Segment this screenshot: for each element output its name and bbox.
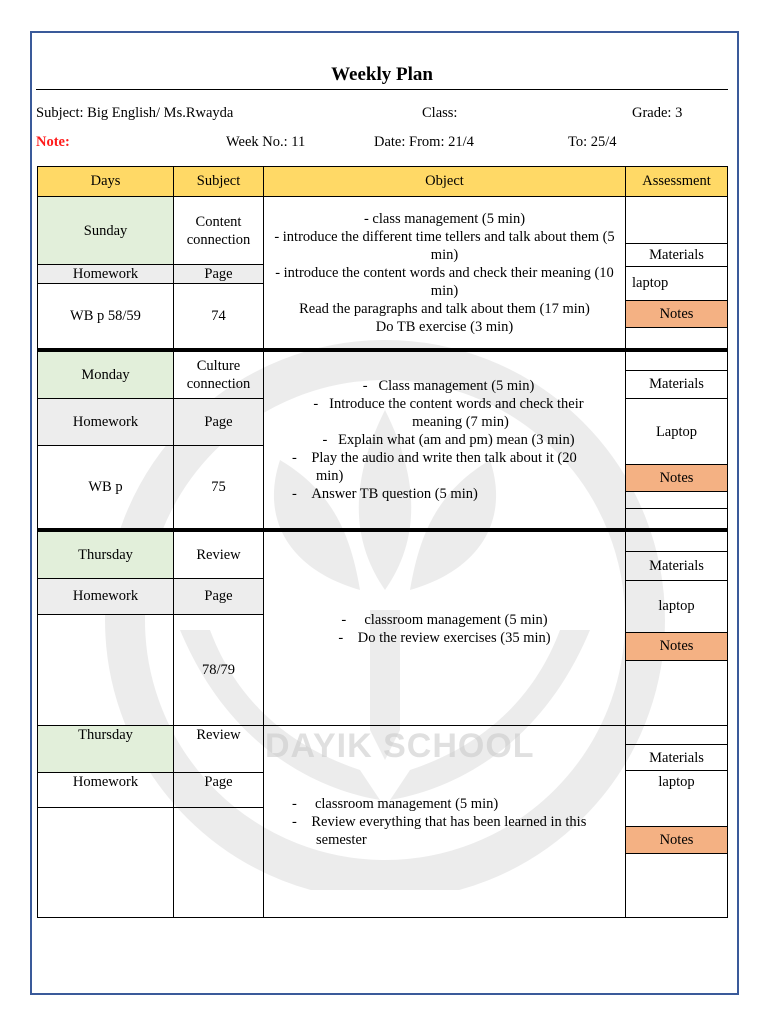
homework-label: Homework bbox=[38, 399, 174, 446]
objectives-cell bbox=[264, 530, 626, 726]
notes-blank bbox=[626, 661, 727, 725]
objective-item: - Class management (5 min) bbox=[362, 378, 535, 394]
weekly-plan-table bbox=[37, 166, 728, 918]
assessment-blank bbox=[626, 197, 727, 244]
materials-value: laptop bbox=[626, 267, 727, 302]
notes-blank bbox=[626, 509, 727, 528]
homework-value bbox=[38, 614, 174, 725]
table-row bbox=[38, 530, 728, 579]
materials-value: Laptop bbox=[626, 399, 727, 465]
table-header-row bbox=[38, 167, 728, 197]
column-header-days: Days bbox=[38, 167, 174, 197]
notes-label: Notes bbox=[626, 633, 727, 661]
objective-item: Do TB exercise (3 min) bbox=[375, 318, 514, 335]
homework-value: WB p 58/59 bbox=[38, 284, 174, 350]
objective-item: - classroom management (5 min) bbox=[341, 611, 548, 628]
objective-item: - Answer TB question (5 min) bbox=[292, 486, 478, 502]
assessment-cell bbox=[626, 726, 728, 918]
subject-cell: Review bbox=[174, 530, 264, 579]
subject-cell: Culture connection bbox=[174, 350, 264, 399]
assessment-blank bbox=[626, 352, 727, 371]
objectives-cell bbox=[264, 197, 626, 351]
objective-item: Read the paragraphs and talk about them (17 min) bbox=[299, 300, 590, 317]
day-cell: Thursday bbox=[38, 726, 174, 773]
page-value: 74 bbox=[174, 284, 264, 350]
column-header-subject: Subject bbox=[174, 167, 264, 197]
homework-label: Homework bbox=[38, 265, 174, 284]
week-number: Week No.: 11 bbox=[226, 134, 306, 150]
day-cell: Sunday bbox=[38, 197, 174, 265]
materials-label: Materials bbox=[626, 552, 727, 581]
subject-cell: Review bbox=[174, 726, 264, 773]
notes-blank bbox=[626, 854, 727, 917]
note-label: Note: bbox=[36, 134, 70, 150]
notes-label: Notes bbox=[626, 301, 727, 328]
objectives-cell bbox=[264, 726, 626, 918]
notes-label: Notes bbox=[626, 465, 727, 492]
table-row bbox=[38, 197, 728, 265]
objective-item: - introduce the content words and check their meaning (10 min) bbox=[275, 264, 614, 299]
watermark-text: DAYIK SCHOOL bbox=[265, 727, 535, 765]
objectives-cell bbox=[264, 350, 626, 530]
class-label: Class: bbox=[422, 105, 458, 121]
materials-value: laptop bbox=[626, 771, 727, 827]
materials-label: Materials bbox=[626, 745, 727, 772]
notes-label: Notes bbox=[626, 827, 727, 854]
assessment-blank bbox=[626, 726, 727, 745]
grade-label: Grade: 3 bbox=[632, 105, 683, 121]
page-label: Page bbox=[174, 773, 264, 808]
date-to: To: 25/4 bbox=[568, 134, 617, 150]
page-value bbox=[174, 808, 264, 918]
homework-label: Homework bbox=[38, 579, 174, 614]
objective-item: - Introduce the content words and check their meaning (7 min) bbox=[313, 396, 584, 430]
assessment-cell bbox=[626, 197, 728, 351]
notes-blank bbox=[626, 328, 727, 348]
materials-label: Materials bbox=[626, 371, 727, 400]
subject-cell: Content connection bbox=[174, 197, 264, 265]
objective-item: - Play the audio and write then talk about it (20 min) bbox=[292, 450, 577, 484]
assessment-cell bbox=[626, 530, 728, 726]
objective-item: - class management (5 min) bbox=[363, 210, 526, 227]
table-row bbox=[38, 350, 728, 399]
homework-value bbox=[38, 808, 174, 918]
objective-item: - classroom management (5 min) bbox=[292, 795, 499, 812]
homework-value: WB p bbox=[38, 445, 174, 530]
page-value: 75 bbox=[174, 445, 264, 530]
page-title: Weekly Plan bbox=[331, 64, 433, 85]
table-row bbox=[38, 726, 728, 773]
homework-label: Homework bbox=[38, 773, 174, 808]
page-label: Page bbox=[174, 399, 264, 446]
objective-item: - Review everything that has been learned in this semester bbox=[292, 813, 587, 848]
day-cell: Monday bbox=[38, 350, 174, 399]
assessment-blank bbox=[626, 532, 727, 552]
column-header-assessment: Assessment bbox=[626, 167, 728, 197]
page-value: 78/79 bbox=[174, 614, 264, 725]
day-cell: Thursday bbox=[38, 530, 174, 579]
subject-line: Subject: Big English/ Ms.Rwayda bbox=[36, 105, 234, 121]
objective-item: - Explain what (am and pm) mean (3 min) bbox=[322, 432, 575, 448]
materials-value: laptop bbox=[626, 581, 727, 633]
objective-item: - introduce the different time tellers and talk about them (5 min) bbox=[274, 228, 615, 263]
page-label: Page bbox=[174, 579, 264, 614]
notes-blank bbox=[626, 492, 727, 510]
column-header-object: Object bbox=[264, 167, 626, 197]
objective-item: - Do the review exercises (35 min) bbox=[338, 629, 551, 646]
assessment-cell bbox=[626, 350, 728, 530]
date-from: Date: From: 21/4 bbox=[374, 134, 474, 150]
materials-label: Materials bbox=[626, 244, 727, 267]
page-label: Page bbox=[174, 265, 264, 284]
title-divider bbox=[36, 89, 728, 90]
